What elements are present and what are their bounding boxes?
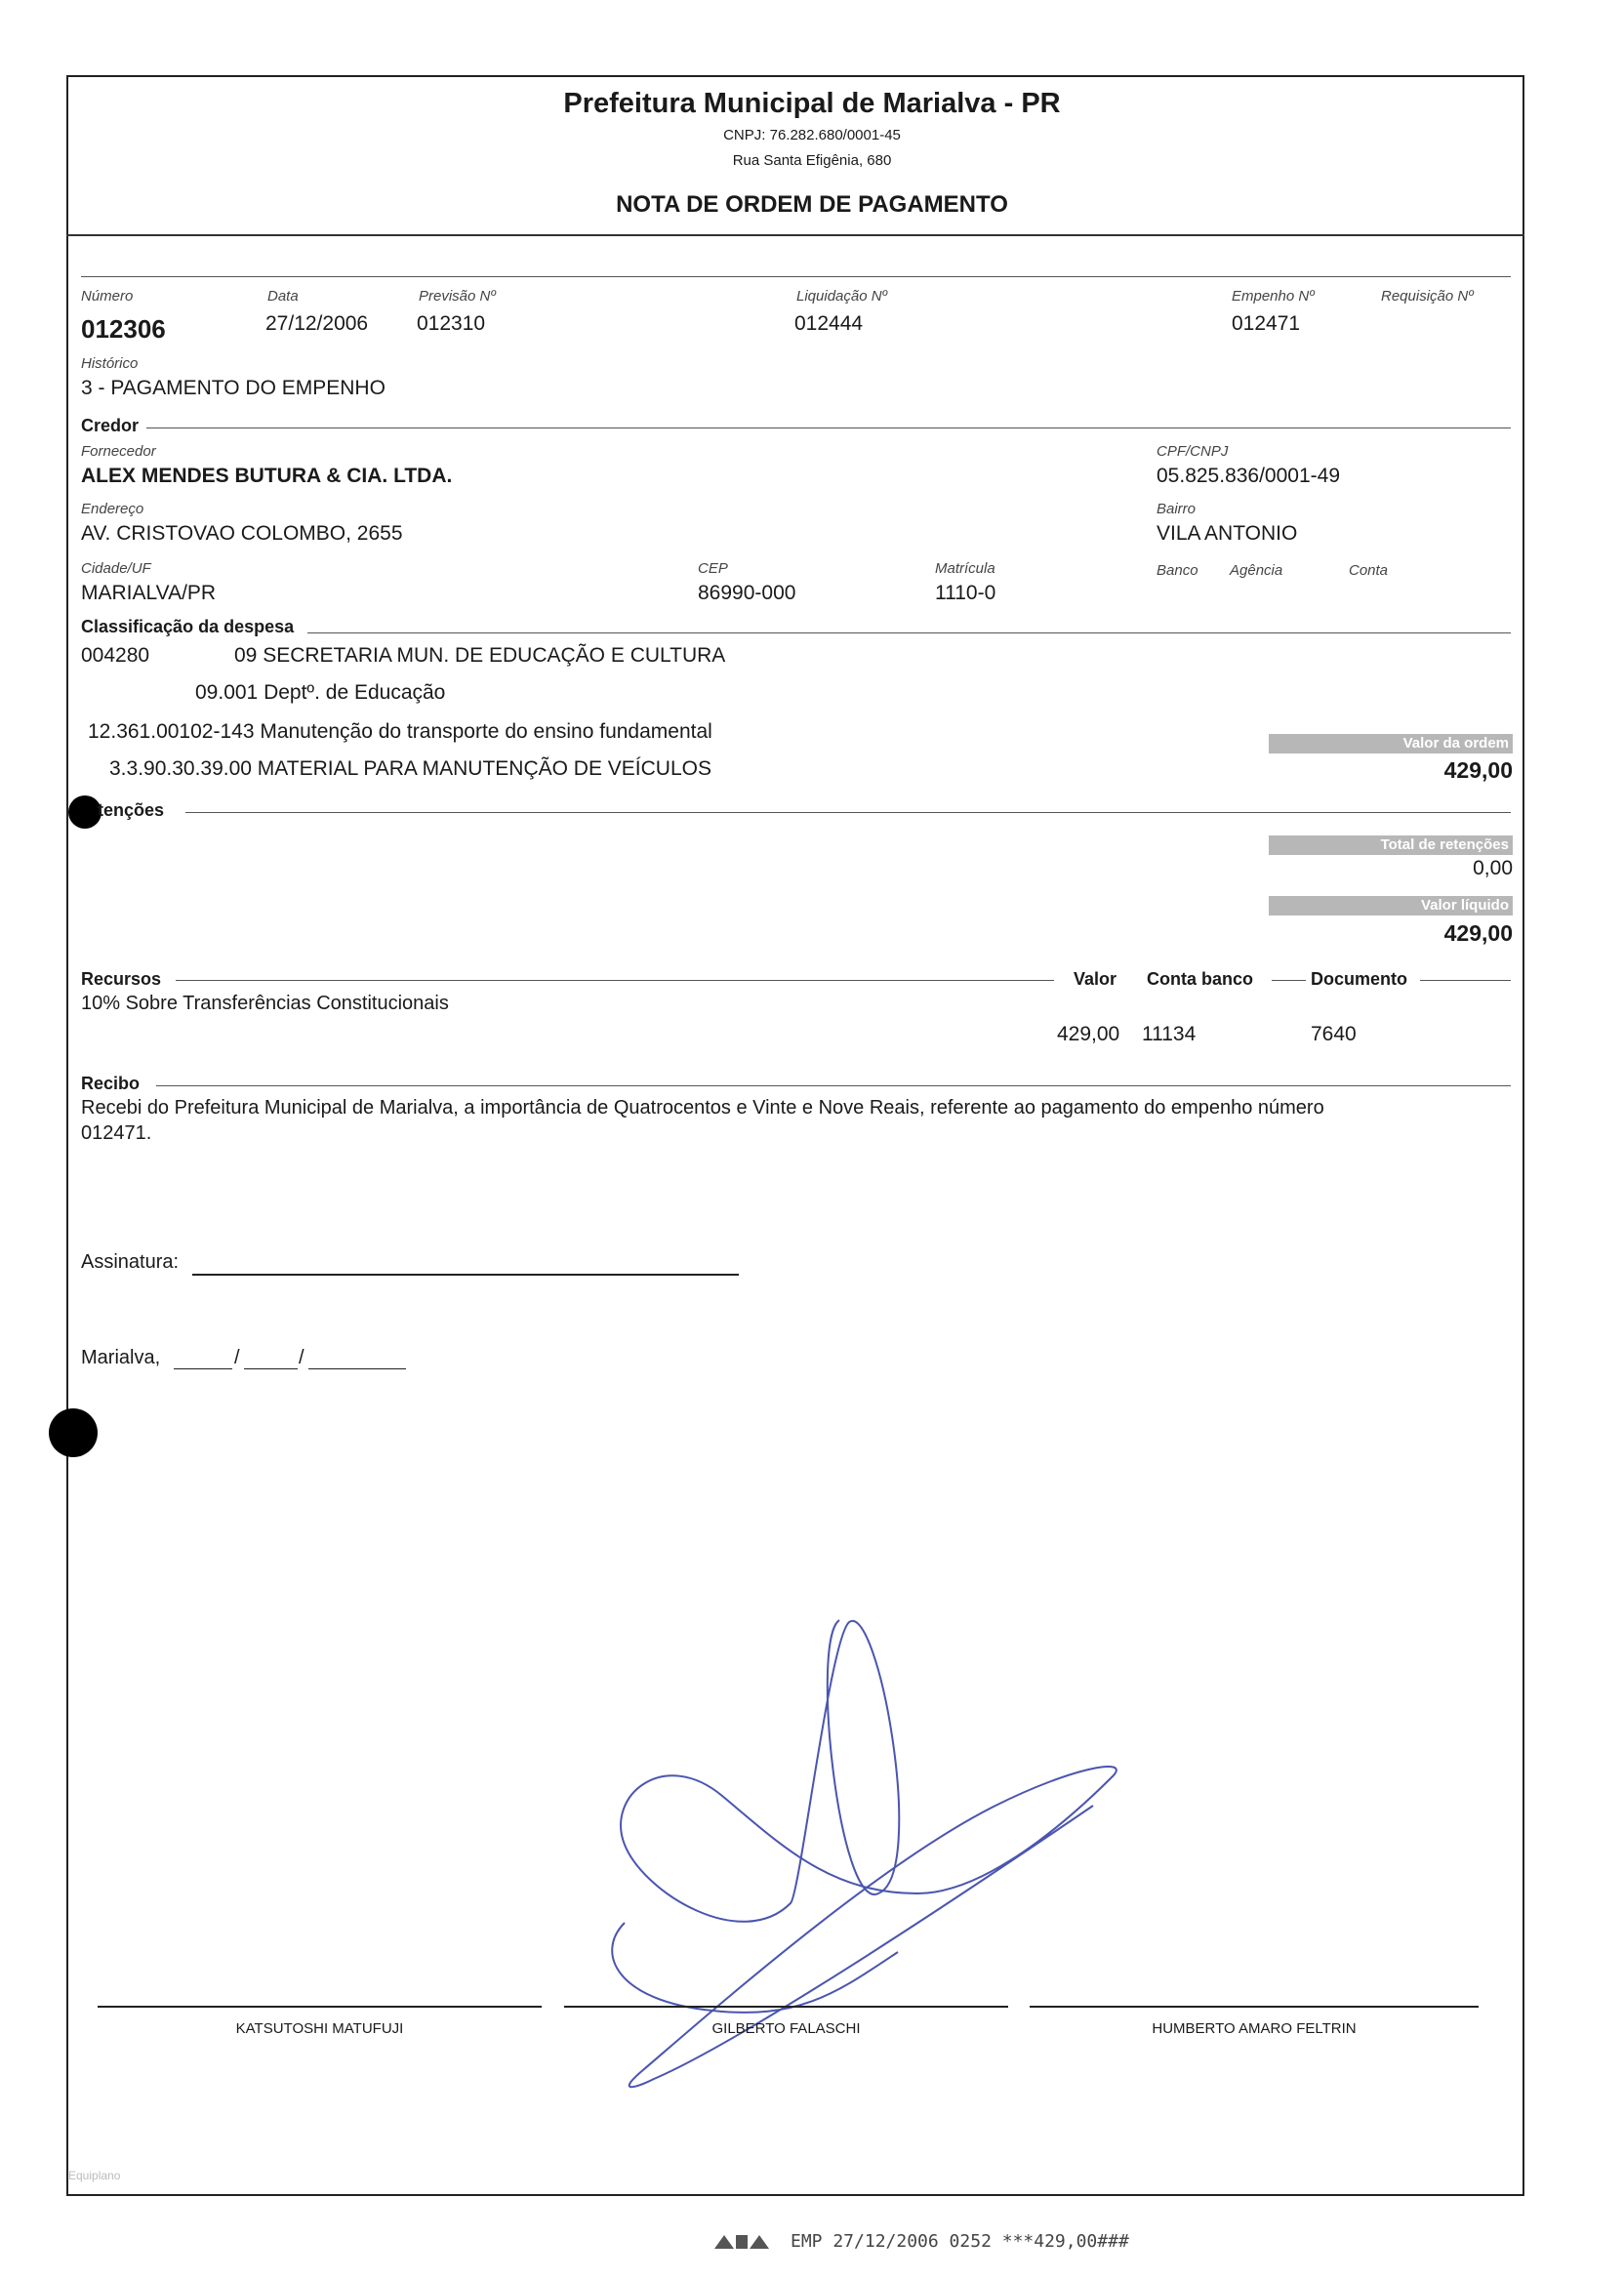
signature-line-2 xyxy=(564,2006,1008,2008)
endereco-value: AV. CRISTOVAO COLOMBO, 2655 xyxy=(81,522,403,545)
address-text: Rua Santa Efigênia, 680 xyxy=(732,152,892,169)
conta-label: Conta xyxy=(1349,562,1389,579)
document-type-title: NOTA DE ORDEM DE PAGAMENTO xyxy=(616,191,1008,218)
classificacao-codigo: 004280 xyxy=(81,644,150,667)
fornecedor-label: Fornecedor xyxy=(81,443,156,460)
document-header-title: Prefeitura Municipal de Marialva - PR xyxy=(563,88,1061,119)
classificacao-line xyxy=(307,632,1511,633)
numero-label: Número xyxy=(81,288,134,305)
valor-ordem-bar xyxy=(1269,734,1513,753)
previsao-value: 012310 xyxy=(417,312,486,335)
software-watermark: Equiplano xyxy=(68,2169,121,2182)
local-label: Marialva, xyxy=(81,1347,161,1368)
recursos-conta-col: Conta banco xyxy=(1147,969,1254,989)
credor-line xyxy=(146,427,1511,428)
signatory-2: GILBERTO FALASCHI xyxy=(711,2020,861,2037)
signatory-1: KATSUTOSHI MATUFUJI xyxy=(235,2020,404,2037)
endereco-label: Endereço xyxy=(81,501,144,517)
punch-hole-mark-2 xyxy=(49,1408,98,1457)
bairro-label: Bairro xyxy=(1157,501,1197,517)
total-retencoes-bar xyxy=(1269,835,1513,855)
empenho-label: Empenho Nº xyxy=(1232,288,1315,305)
valor-liquido-bar xyxy=(1269,896,1513,916)
cidade-label: Cidade/UF xyxy=(81,560,151,577)
classificacao-secretaria: 09 SECRETARIA MUN. DE EDUCAÇÃO E CULTURA xyxy=(234,644,726,667)
recibo-text-line1: Recebi do Prefeitura Municipal de Marialva, a importância de Quatrocentos e Vinte e Nove Reais, referente ao pagamento do empenho número xyxy=(81,1097,1324,1119)
agencia-label: Agência xyxy=(1230,562,1283,579)
recursos-descricao: 10% Sobre Transferências Constitucionais xyxy=(81,993,449,1014)
recibo-line xyxy=(156,1085,1511,1086)
requisicao-label: Requisição Nº xyxy=(1381,288,1474,305)
recursos-valor-col: Valor xyxy=(1074,969,1117,989)
bairro-value: VILA ANTONIO xyxy=(1157,522,1298,545)
classificacao-programa: 12.361.00102-143 Manutenção do transporte do ensino fundamental xyxy=(88,720,712,743)
banco-label: Banco xyxy=(1157,562,1198,579)
recursos-col-line xyxy=(1272,980,1306,981)
data-label: Data xyxy=(267,288,299,305)
classificacao-elemento: 3.3.90.30.39.00 MATERIAL PARA MANUTENÇÃO DE VEÍCULOS xyxy=(109,757,711,780)
recursos-documento-col: Documento xyxy=(1311,969,1407,989)
valor-ordem-label: Valor da ordem xyxy=(1402,735,1509,752)
recibo-section-title: Recibo xyxy=(81,1074,141,1093)
signature-line-3 xyxy=(1030,2006,1479,2008)
recursos-end-line xyxy=(1420,980,1511,981)
date-blank-month xyxy=(244,1368,298,1369)
data-value: 27/12/2006 xyxy=(265,312,369,335)
valor-liquido-value: 429,00 xyxy=(1443,920,1513,946)
classificacao-departamento: 09.001 Deptº. de Educação xyxy=(195,681,446,704)
total-retencoes-label: Total de retenções xyxy=(1380,836,1509,853)
numero-value: 012306 xyxy=(81,314,166,344)
recursos-conta: 11134 xyxy=(1142,1023,1197,1045)
fornecedor-value: ALEX MENDES BUTURA & CIA. LTDA. xyxy=(81,465,453,487)
cnpj-text: CNPJ: 76.282.680/0001-45 xyxy=(723,127,901,143)
signatory-3: HUMBERTO AMARO FELTRIN xyxy=(1152,2020,1357,2037)
date-slash-1: / xyxy=(234,1347,240,1368)
assinatura-line xyxy=(192,1274,739,1276)
recursos-valor: 429,00 xyxy=(1057,1023,1120,1045)
cep-label: CEP xyxy=(698,560,728,577)
assinatura-label: Assinatura: xyxy=(81,1251,180,1273)
ident-top-line xyxy=(81,276,1511,277)
recursos-line xyxy=(176,980,1054,981)
recibo-text-line2: 012471. xyxy=(81,1122,152,1144)
liquidacao-value: 012444 xyxy=(794,312,864,335)
historico-label: Histórico xyxy=(81,355,139,372)
recursos-section-title: Recursos xyxy=(81,969,162,989)
total-retencoes-value: 0,00 xyxy=(1473,857,1513,879)
mechanical-stamp: EMP 27/12/2006 0252 ***429,00### xyxy=(791,2231,1129,2252)
historico-value: 3 - PAGAMENTO DO EMPENHO xyxy=(81,377,386,399)
valor-ordem-value: 429,00 xyxy=(1443,757,1513,783)
punch-hole-mark xyxy=(68,795,102,829)
cpf-cnpj-value: 05.825.836/0001-49 xyxy=(1157,465,1341,487)
empenho-value: 012471 xyxy=(1232,312,1301,335)
classificacao-section-title: Classificação da despesa xyxy=(81,617,295,636)
header-divider xyxy=(66,234,1524,236)
date-blank-year xyxy=(308,1368,406,1369)
signature-line-1 xyxy=(98,2006,542,2008)
bank-logo-stamp xyxy=(714,2231,773,2253)
previsao-label: Previsão Nº xyxy=(419,288,496,305)
matricula-label: Matrícula xyxy=(935,560,995,577)
recursos-documento: 7640 xyxy=(1311,1023,1357,1045)
date-slash-2: / xyxy=(299,1347,304,1368)
cpf-cnpj-label: CPF/CNPJ xyxy=(1157,443,1229,460)
valor-liquido-label: Valor líquido xyxy=(1420,897,1509,914)
credor-section-title: Credor xyxy=(81,416,140,435)
liquidacao-label: Liquidação Nº xyxy=(796,288,888,305)
date-blank-day xyxy=(174,1368,232,1369)
retencoes-line xyxy=(185,812,1511,813)
cep-value: 86990-000 xyxy=(698,582,796,604)
matricula-value: 1110-0 xyxy=(935,582,996,604)
cidade-value: MARIALVA/PR xyxy=(81,582,217,604)
retencoes-section-title: tenções xyxy=(98,800,165,820)
